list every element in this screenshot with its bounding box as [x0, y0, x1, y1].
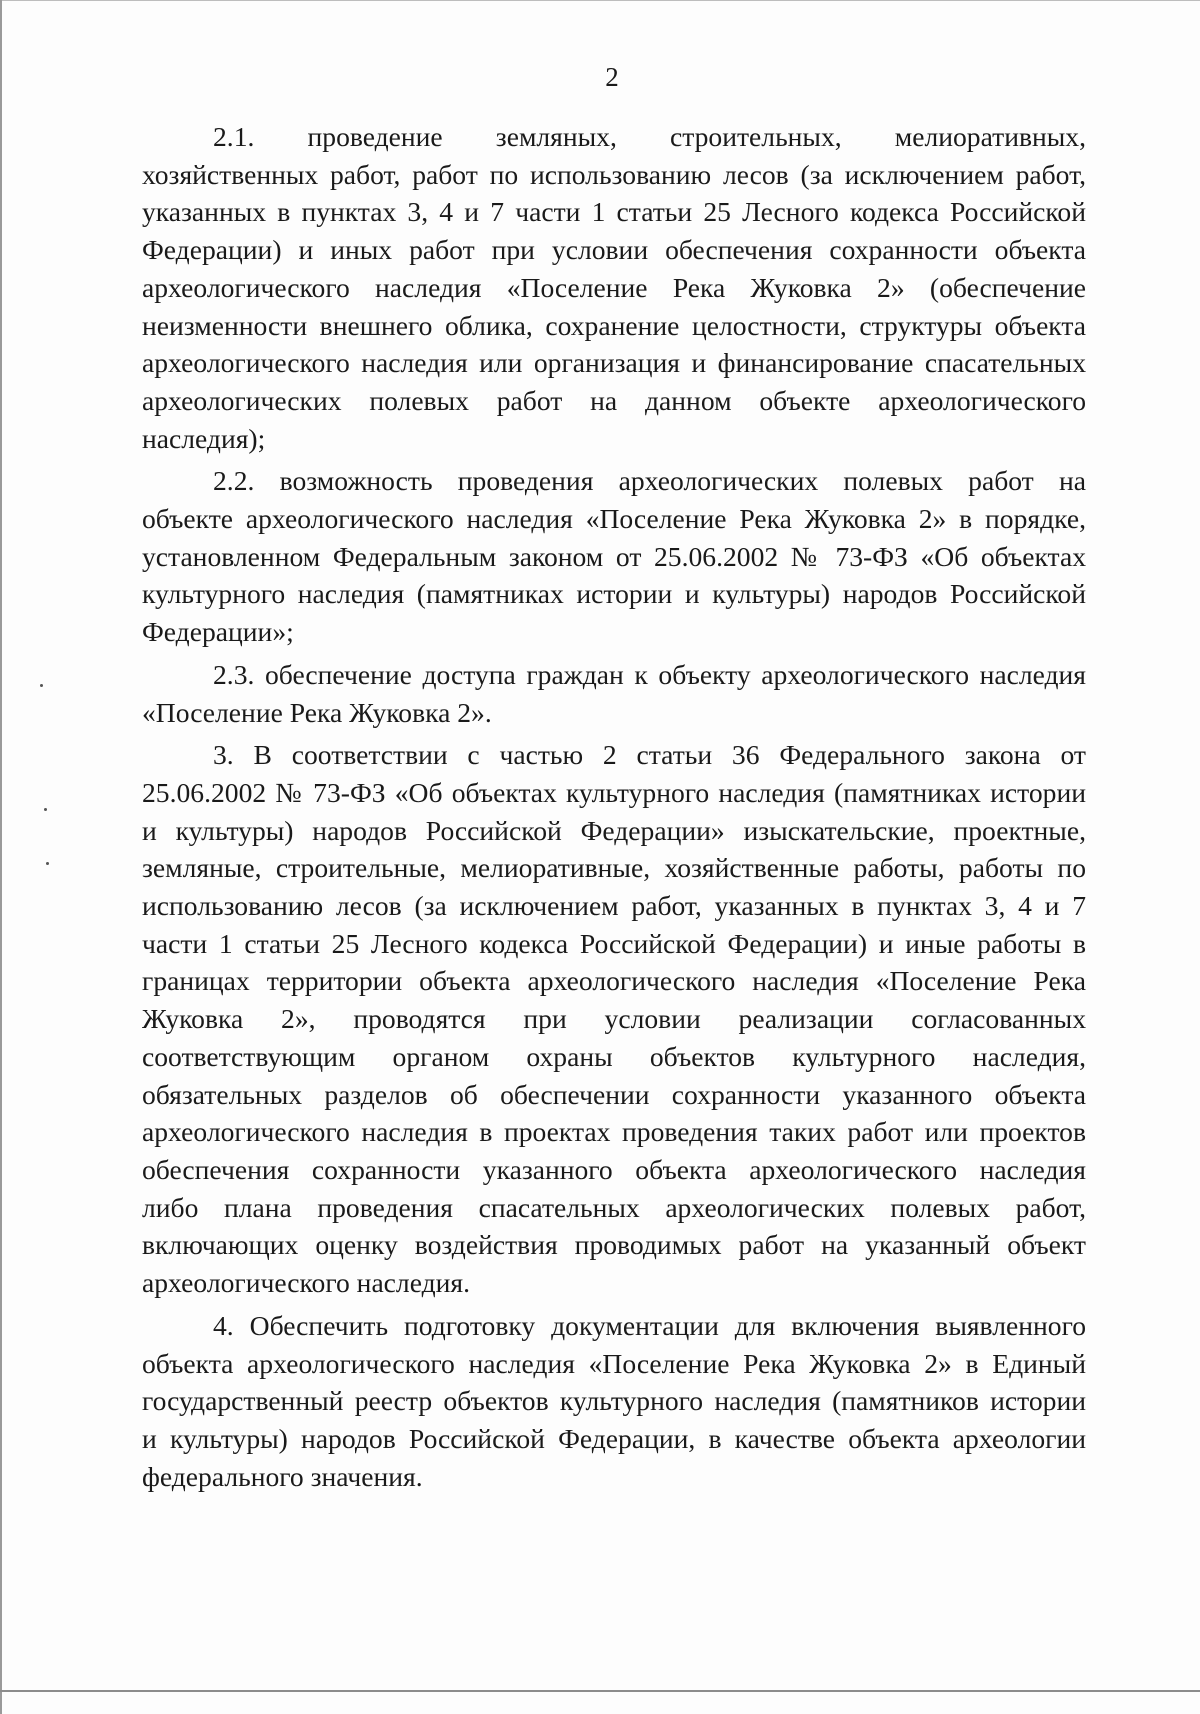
text-line: наследия); — [142, 422, 266, 454]
text-line: и культуры) народов Российской Федерации» изыскательские, проектные, — [142, 814, 1086, 846]
text-line: объекта археологического наследия «Поселение Река Жуковка 2» в Единый — [142, 1347, 1086, 1379]
text-line: Федерации»; — [142, 616, 294, 648]
text-line: границах территории объекта археологического наследия «Поселение Река — [142, 965, 1086, 997]
text-line: Жуковка 2», проводятся при условии реализации согласованных — [142, 1003, 1086, 1035]
scan-border-bottom — [0, 1690, 1200, 1692]
text-line: объекте археологического наследия «Поселение Река Жуковка 2» в порядке, — [142, 503, 1086, 535]
text-line: археологического наследия «Поселение Река Жуковка 2» (обеспечение — [142, 271, 1086, 303]
paragraph-first-line: 2.1. проведение земляных, строительных, мелиоративных, — [213, 121, 1086, 152]
document-body — [142, 118, 1086, 1495]
text-line: «Поселение Река Жуковка 2». — [142, 696, 492, 728]
scan-speck — [40, 684, 43, 687]
text-line: федерального значения. — [142, 1460, 423, 1492]
text-line: археологического наследия в проектах проведения таких работ или проектов — [142, 1116, 1086, 1148]
text-line: установленном Федеральным законом от 25.06.2002 № 73-ФЗ «Об объектах — [142, 540, 1086, 572]
text-line: либо плана проведения спасательных археологических полевых работ, — [142, 1191, 1086, 1223]
scan-speck — [46, 862, 49, 865]
scan-speck — [44, 808, 47, 811]
text-line: хозяйственных работ, работ по использованию лесов (за исключением работ, — [142, 158, 1086, 190]
text-line: культурного наследия (памятниках истории и культуры) народов Российской — [142, 578, 1086, 610]
text-line: использованию лесов (за исключением работ, указанных в пунктах 3, 4 и 7 — [142, 890, 1086, 922]
text-line: Федерации) и иных работ при условии обеспечения сохранности объекта — [142, 234, 1086, 266]
paragraph-first-line: 2.3. обеспечение доступа граждан к объекту археологического наследия — [213, 658, 1086, 690]
paragraph-first-line: 2.2. возможность проведения археологических полевых работ на — [213, 465, 1086, 497]
text-line: земляные, строительные, мелиоративные, хозяйственные работы, работы по — [142, 852, 1086, 884]
text-line: обеспечения сохранности указанного объекта археологического наследия — [142, 1153, 1086, 1185]
text-line: обязательных разделов об обеспечении сохранности указанного объекта — [142, 1078, 1086, 1110]
text-line: соответствующим органом охраны объектов культурного наследия, — [142, 1040, 1086, 1072]
paragraph-first-line: 3. В соответствии с частью 2 статьи 36 Федерального закона от — [213, 739, 1086, 771]
text-line: государственный реестр объектов культурного наследия (памятников истории — [142, 1385, 1086, 1417]
text-line: указанных в пунктах 3, 4 и 7 части 1 статьи 25 Лесного кодекса Российской — [142, 196, 1086, 228]
text-line: неизменности внешнего облика, сохранение целостности, структуры объекта — [142, 309, 1086, 341]
text-line: и культуры) народов Российской Федерации, в качестве объекта археологии — [142, 1422, 1086, 1454]
text-line: включающих оценку воздействия проводимых работ на указанный объект — [142, 1229, 1086, 1261]
page-number: 2 — [605, 62, 619, 92]
text-line: 25.06.2002 № 73-ФЗ «Об объектах культурного наследия (памятниках истории — [142, 776, 1086, 808]
paragraph-first-line: 4. Обеспечить подготовку документации для включения выявленного — [213, 1309, 1086, 1341]
text-line: археологических полевых работ на данном объекте археологического — [142, 384, 1086, 416]
scan-border-top — [0, 0, 1200, 1]
scan-border-left — [0, 0, 2, 1714]
text-line: археологического наследия или организация и финансирование спасательных — [142, 347, 1086, 379]
text-line: части 1 статьи 25 Лесного кодекса Российской Федерации) и иные работы в — [142, 927, 1086, 959]
text-line: археологического наследия. — [142, 1267, 470, 1299]
